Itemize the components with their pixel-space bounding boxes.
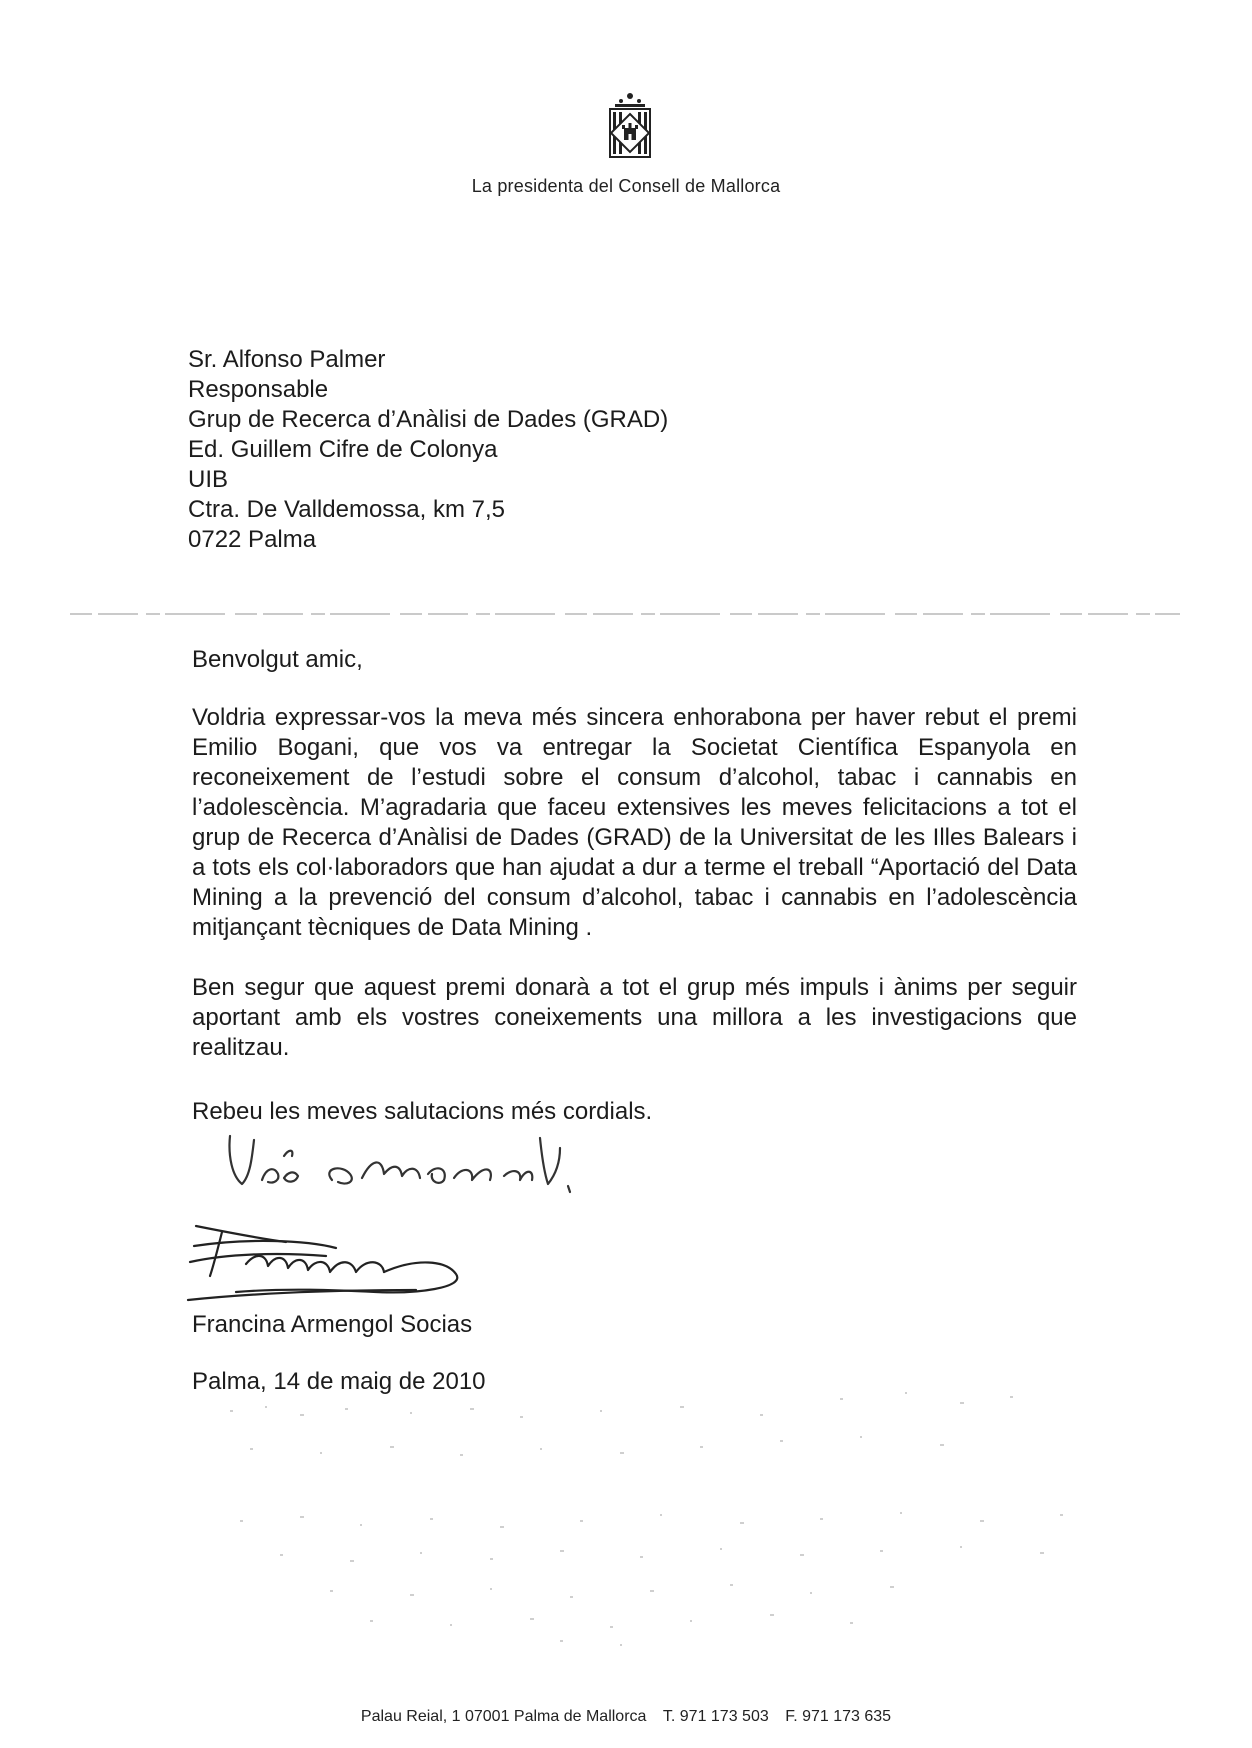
footer-phone: T. 971 173 503 <box>662 1708 769 1725</box>
signer-name: Francina Armengol Socias <box>192 1311 473 1338</box>
body-paragraph: Voldria expressar-vos la meva més sincera enhorabona per haver rebut el premi Emilio Bogani, que vos va entregar la Societat Científica Espanyola en reconeixement de l’estudi sobre el consum d’alcohol, tabac i cannabis en l’adolescència. M’agradaria que faceu extensives les meves felicitacions a tot el grup de Recerca d’Anàlisi de Dades (GRAD) de la Universitat de les Illes Balears i a tots els col·laboradors que han ajudat a dur a terme el treball “Aportació del Data Mining a la prevenció del consum d’alcohol, tabac i cannabis en l’adolescència mitjançant tècniques de Data Mining . <box>192 704 1077 941</box>
letter-footer <box>0 1708 1252 1726</box>
recipient-line: 0722 Palma <box>188 526 317 553</box>
recipient-line: Ed. Guillem Cifre de Colonya <box>188 436 498 463</box>
body-paragraph: Ben segur que aquest premi donarà a tot el grup més impuls i ànims per seguir aportant amb els vostres coneixements una millora a les investigacions que realitzau. <box>192 974 1077 1061</box>
footer-fax: F. 971 173 635 <box>785 1708 892 1725</box>
handwritten-signature-icon <box>186 1218 496 1308</box>
org-line-text: La presidenta del Consell de Mallorca <box>471 176 781 196</box>
coat-of-arms-icon <box>605 92 655 160</box>
closing-line: Rebeu les meves salutacions més cordials. <box>192 1098 653 1125</box>
recipient-address <box>188 345 668 555</box>
greeting: Benvolgut amic, <box>192 646 363 673</box>
fold-line <box>70 612 1180 616</box>
recipient-line: Ctra. De Valldemossa, km 7,5 <box>188 496 506 523</box>
letterhead-org-line <box>0 176 1252 197</box>
recipient-line: UIB <box>188 466 229 493</box>
footer-address: Palau Reial, 1 07001 Palma de Mallorca <box>360 1708 647 1725</box>
place-date: Palma, 14 de maig de 2010 <box>192 1368 486 1395</box>
recipient-line: Sr. Alfonso Palmer <box>188 346 386 373</box>
recipient-line: Responsable <box>188 376 329 403</box>
recipient-line: Grup de Recerca d’Anàlisi de Dades (GRAD) <box>188 406 669 433</box>
handwritten-note-icon <box>222 1128 592 1198</box>
